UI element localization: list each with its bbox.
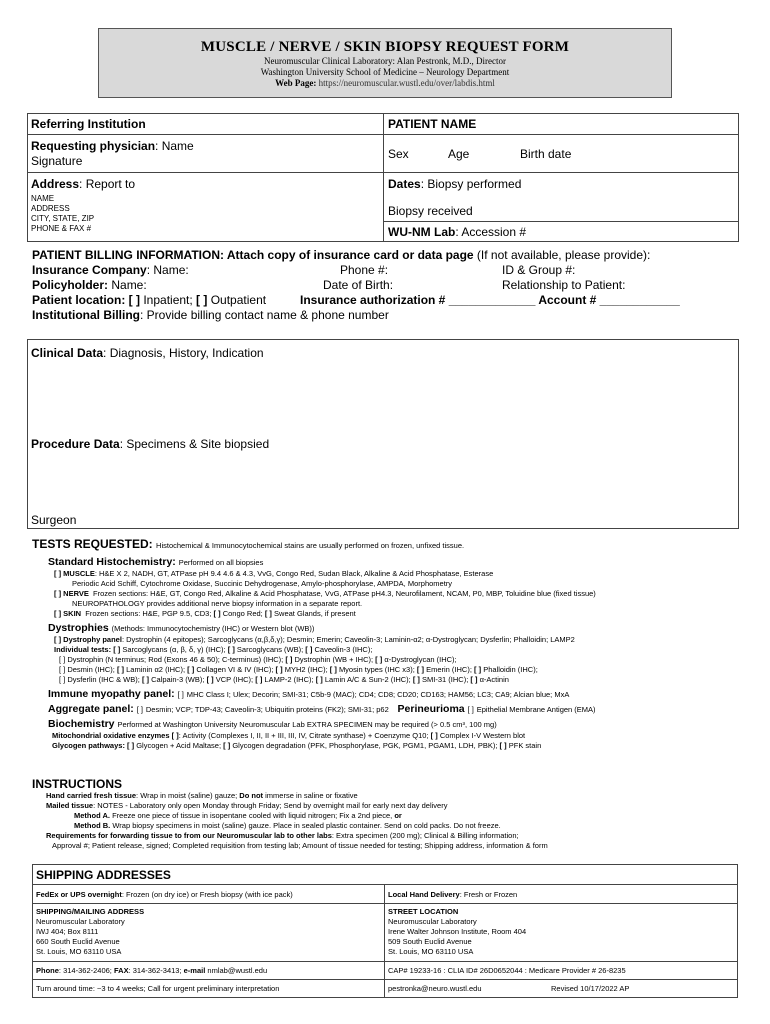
complex-western-label: Complex I-V Western blot (439, 731, 526, 740)
sarcoglycans-wb-label: Sarcoglycans (WB); (236, 645, 304, 654)
desmin-option[interactable]: [ ] Desmin (IHC); (59, 665, 115, 674)
date-of-birth-label: Date of Birth: (323, 278, 394, 292)
shipping-addresses-box (32, 864, 738, 998)
congo-red-label: Congo Red; (222, 609, 263, 618)
address-phone: PHONE & FAX # (31, 224, 92, 233)
individual-tests-label: Individual tests: (54, 645, 112, 654)
clinical-data-label: Clinical Data (31, 346, 104, 360)
street-location-title: STREET LOCATION (388, 907, 459, 916)
skin-checkbox[interactable]: [ ] SKIN (54, 609, 82, 618)
accession-field (388, 225, 526, 239)
nerve-checkbox[interactable]: [ ] NERVE (54, 589, 89, 598)
vcp-checkbox[interactable]: [ ] (206, 675, 214, 684)
dystrophy-panel-checkbox[interactable]: [ ] Dystrophy panel (54, 635, 122, 644)
dystrophies-title: Dystrophies (48, 622, 109, 634)
tests-requested-section (32, 537, 744, 751)
actinin-checkbox[interactable]: [ ] (470, 675, 478, 684)
billing-heading: PATIENT BILLING INFORMATION: Attach copy of insurance card or data page (32, 248, 474, 262)
muscle-stains: : H&E X 2, NADH, GT, ATPase pH 9.4 4.6 & 4.3, VvG, Congo Red, Sudan Black, Alkaline & Acid Phosphatase, Esterase (94, 569, 494, 578)
address-city: CITY, STATE, ZIP (31, 214, 95, 223)
sarcoglycans-wb-checkbox[interactable]: [ ] (227, 645, 235, 654)
referring-institution-label: Referring Institution (31, 117, 146, 131)
emerin-label: Emerin (IHC); (426, 665, 472, 674)
vcp-label: VCP (IHC); (215, 675, 254, 684)
standard-histochemistry-title: Standard Histochemistry: (48, 556, 176, 568)
hand-carried-text-2: immerse in saline or fixative (265, 791, 358, 800)
mailing-line-2: IWJ 404; Box 8111 (36, 927, 99, 936)
patient-name-label: PATIENT NAME (388, 117, 477, 131)
do-not-label: Do not (239, 791, 264, 800)
hand-carried-label: Hand carried fresh tissue (46, 791, 137, 800)
emerin-checkbox[interactable]: [ ] (416, 665, 424, 674)
instructions-section (32, 777, 744, 851)
patient-location-label: Patient location: [ ] (32, 293, 140, 307)
dates-label: Dates (388, 177, 421, 191)
myosin-checkbox[interactable]: [ ] (329, 665, 337, 674)
aggregate-panel-checkbox[interactable]: [ ] (136, 705, 143, 714)
mailing-line-3: 660 South Euclid Avenue (36, 937, 120, 946)
department-line: Washington University School of Medicine – Neurology Department (260, 67, 510, 77)
glycogen-degradation-label: Glycogen degradation (PFK, Phosphorylase, PGK, PGM1, PGAM1, LDH, PBK); (232, 741, 498, 750)
instructions-heading: INSTRUCTIONS (32, 777, 122, 791)
forwarding-text: : Extra specimen (200 mg); Clinical & Billing information; (331, 831, 519, 840)
street-line-2: Irene Walter Johnson Institute, Room 404 (388, 927, 527, 936)
surgeon-label[interactable]: Surgeon (31, 513, 77, 527)
address-name: NAME (31, 194, 55, 203)
email-address[interactable]: nmlab@wustl.edu (207, 966, 268, 975)
dystroglycan-label: α-Dystroglycan (IHC); (384, 655, 457, 664)
fedex-text: : Frozen (on dry ice) or Fresh biopsy (with ice pack) (121, 890, 293, 899)
phalloidin-checkbox[interactable]: [ ] (474, 665, 482, 674)
tests-heading: TESTS REQUESTED: (32, 537, 153, 551)
mailed-tissue-label: Mailed tissue (46, 801, 94, 810)
smi31-checkbox[interactable]: [ ] (412, 675, 420, 684)
clinical-data-note: : Diagnosis, History, Indication (103, 346, 264, 360)
relationship-label: Relationship to Patient: (502, 278, 626, 292)
mitochondrial-label: : Activity (Complexes I, II, II + III, III, IV, Citrate synthase) + Coenzyme Q10; (178, 731, 429, 740)
form-title: MUSCLE / NERVE / SKIN BIOPSY REQUEST FORM (200, 39, 570, 55)
aggregate-panel-title: Aggregate panel: (48, 703, 134, 715)
web-label: Web Page: (275, 78, 317, 88)
hand-carried-text: : Wrap in moist (saline) gauze; (136, 791, 238, 800)
report-to-label: : Report to (79, 177, 136, 191)
method-b-text: Wrap biopsy specimens in moist (saline) gauze. Place in sealed plastic container. Send on cold packs. Do not freeze. (112, 821, 501, 830)
caveolin-checkbox[interactable]: [ ] (305, 645, 313, 654)
fedex-label: FedEx or UPS overnight (36, 890, 122, 899)
complex-western-checkbox[interactable]: [ ] (430, 731, 438, 740)
smi31-label: SMI-31 (IHC); (422, 675, 469, 684)
billing-heading-note: (If not available, please provide): (473, 248, 651, 262)
wunm-label: WU-NM Lab (388, 225, 456, 239)
institutional-billing-label: Institutional Billing (32, 308, 140, 322)
insurance-auth-label: Insurance authorization # _____________ Account # ____________ (300, 293, 680, 307)
biochemistry-title: Biochemistry (48, 718, 115, 730)
email-label: e-mail (183, 966, 206, 975)
web-url[interactable]: https://neuromuscular.wustl.edu/over/labdis.html (318, 78, 495, 88)
birth-date-label: Birth date (520, 147, 572, 161)
phone-label: Phone (36, 966, 59, 975)
laminin-checkbox[interactable]: [ ] (116, 665, 125, 674)
sweat-glands-checkbox[interactable]: [ ] (264, 609, 272, 618)
method-or-label: or (394, 811, 402, 820)
patient-info-table (27, 113, 739, 242)
perineurioma-title: Perineurioma (397, 703, 465, 715)
method-a-text: Freeze one piece of tissue in isopentane cooled with liquid nitrogen; Fix a 2nd piece, (112, 811, 393, 820)
clinical-data-field[interactable] (31, 346, 264, 360)
dystrophin-ihc-option[interactable]: [ ] Dystrophin (N terminus; Rod (Exons 46 & 50); C-terminus) (IHC); (59, 655, 284, 664)
standard-histochemistry-note: Performed on all biopsies (178, 558, 264, 567)
insurance-name-label: : Name: (146, 263, 189, 277)
skin-stains: Frozen sections: H&E, PGP 9.5, CD3; (85, 609, 212, 618)
method-a-label: Method A. (74, 811, 110, 820)
calpain-checkbox[interactable]: [ ] (141, 675, 150, 684)
mailing-address-title: SHIPPING/MAILING ADDRESS (36, 907, 145, 916)
shipping-heading: SHIPPING ADDRESSES (33, 865, 737, 885)
insurance-company-label: Insurance Company (32, 263, 147, 277)
lamp2-label: LAMP-2 (IHC); (264, 675, 314, 684)
lamp2-checkbox[interactable]: [ ] (255, 675, 263, 684)
procedure-data-note: : Specimens & Site biopsied (119, 437, 270, 451)
mailing-address (36, 907, 144, 957)
dates-field (388, 177, 521, 191)
local-delivery-label: Local Hand Delivery (388, 890, 460, 899)
insurance-phone-label: Phone #: (340, 263, 389, 277)
sex-label: Sex (388, 147, 409, 161)
biopsy-received-label: Biopsy received (388, 204, 473, 218)
sarcoglycans-ihc-label: Sarcoglycans (α, β, δ, γ) (IHC); (122, 645, 226, 654)
mailed-tissue-text: : NOTES - Laboratory only open Monday through Friday; Send by overnight mail for early next day delivery (93, 801, 448, 810)
institutional-billing-note: : Provide billing contact name & phone number (140, 308, 389, 322)
turnaround-time: Turn around time: ~3 to 4 weeks; Call for urgent preliminary interpretation (36, 984, 280, 993)
dystrophies-note: (Methods: Immunocytochemistry (IHC) or Western blot (WB)) (111, 624, 315, 633)
inpatient-option[interactable]: Inpatient; (140, 293, 197, 307)
outpatient-checkbox[interactable]: [ ] (196, 293, 208, 307)
mailing-line-4: St. Louis, MO 63110 USA (36, 947, 122, 956)
actinin-label: α-Actinin (479, 675, 509, 684)
glycogen-pathways-label: Glycogen pathways (52, 741, 123, 750)
street-location (388, 907, 526, 957)
aggregate-panel-list: Desmin; VCP; TDP-43; Caveolin-3; Ubiquitin proteins (FK2); SMI-31; p62 (145, 705, 389, 714)
street-line-1: Neuromuscular Laboratory (388, 917, 477, 926)
dysferlin-option[interactable]: [ ] Dysferlin (IHC & WB); (59, 675, 140, 684)
phalloidin-label: Phalloidin (IHC); (483, 665, 538, 674)
myosin-label: Myosin types (IHC x3); (338, 665, 415, 674)
address-label: Address (31, 177, 80, 191)
calpain-label: Calpain-3 (WB); (151, 675, 205, 684)
lab-director-line: Neuromuscular Clinical Laboratory: Alan Pestronk, M.D., Director (264, 56, 506, 66)
perineurioma-label: Epithelial Membrane Antigen (EMA) (476, 705, 596, 714)
perineurioma-checkbox[interactable]: [ ] (467, 705, 474, 714)
outpatient-option[interactable]: Outpatient (207, 293, 267, 307)
requesting-physician (31, 139, 194, 153)
myh2-label: MYH2 (IHC); (284, 665, 328, 674)
address-field (31, 177, 135, 191)
mitochondrial-checkbox[interactable]: Mitochondrial oxidative enzymes [ ] (52, 731, 179, 740)
congo-red-checkbox[interactable]: [ ] (213, 609, 221, 618)
billing-section (32, 248, 738, 323)
pfk-checkbox[interactable]: [ ] (499, 741, 507, 750)
address-address: ADDRESS (31, 204, 70, 213)
street-line-3: 509 South Euclid Avenue (388, 937, 472, 946)
biopsy-performed-label: : Biopsy performed (420, 177, 522, 191)
contact-email[interactable]: pestronkа@neuro.wustl.edu (388, 984, 482, 993)
policyholder-label: Policyholder: (32, 278, 109, 292)
glycogen-degradation-checkbox[interactable]: [ ] (223, 741, 231, 750)
dystrophy-panel-list: : Dystrophin (4 epitopes); Sarcoglycans (α,β,δ,γ); Desmin; Emerin; Caveolin-3; Laminin-α2; α-Dystroglycan; Dysferlin; Phalloidin; LAMP2 (121, 635, 575, 644)
glycogen-maltase-checkbox[interactable]: : [ ] (122, 741, 135, 750)
signature-label: Signature (31, 154, 83, 168)
procedure-data-label: Procedure Data (31, 437, 120, 451)
laminin-label: Laminin α2 (IHC); (126, 665, 186, 674)
myh2-checkbox[interactable]: [ ] (275, 665, 283, 674)
age-label: Age (448, 147, 470, 161)
policyholder-name-label: Name: (108, 278, 147, 292)
dystrophin-wb-checkbox[interactable]: [ ] (285, 655, 293, 664)
dystroglycan-checkbox[interactable]: [ ] (375, 655, 383, 664)
fax-label: FAX (113, 966, 129, 975)
biochemistry-note: Performed at Washington University Neuromuscular Lab EXTRA SPECIMEN may be required (> 0.5 cm³, 100 mg) (117, 720, 497, 729)
revised-date: Revised 10/17/2022 AP (551, 984, 630, 993)
requesting-physician-label: Requesting physician (31, 139, 156, 153)
collagen-label: Collagen VI & IV (IHC); (196, 665, 274, 674)
accession-label: : Accession # (455, 225, 527, 239)
muscle-stains-2: Periodic Acid Schiff, Cytochrome Oxidase, Succinic Dehydrogenase, Amylo-phosphorylase, AMPDA, Morphometry (72, 579, 453, 588)
street-line-4: St. Louis, MO 63110 USA (388, 947, 474, 956)
method-b-label: Method B. (74, 821, 111, 830)
forwarding-label: Requirements for forwarding tissue to from our Neuromuscular lab to other labs (46, 831, 332, 840)
mailing-line-1: Neuromuscular Laboratory (36, 917, 125, 926)
nerve-stains-2: NEUROPATHOLOGY provides additional nerve biopsy information in a separate report. (72, 599, 363, 608)
dystrophin-wb-label: Dystrophin (WB + IHC); (294, 655, 374, 664)
sweat-glands-label: Sweat Glands, if present (274, 609, 356, 618)
web-page-line (99, 78, 671, 89)
muscle-checkbox[interactable]: [ ] MUSCLE (54, 569, 95, 578)
forwarding-text-2: Approval #; Patient release, signed; Completed requisition from testing lab; Amount of tissue needed for testing; Shipping address, information & form (52, 841, 548, 850)
form-header (98, 28, 672, 98)
procedure-data-field[interactable] (31, 437, 269, 451)
local-delivery-text: : Fresh or Frozen (459, 890, 518, 899)
collagen-checkbox[interactable]: [ ] (187, 665, 195, 674)
lamin-checkbox[interactable]: [ ] (315, 675, 323, 684)
fax-number: : 314-362-3413; (128, 966, 182, 975)
caveolin-label: Caveolin-3 (IHC); (314, 645, 373, 654)
lamin-label: Lamin A/C & Sun-2 (IHC); (324, 675, 411, 684)
clinical-data-box (27, 339, 739, 529)
cap-clia-info: CAP# 19233-16 : CLIA ID# 26D0652044 : Medicare Provider # 26-8235 (388, 966, 626, 975)
id-group-label: ID & Group #: (502, 263, 576, 277)
nerve-stains: Frozen sections: H&E, GT, Congo Red, Alkaline & Acid Phosphatase, VvG, ATPase pH4.3, Neurofilament, NCAM, P0, MBP, Toluidine blue (fixed tissue) (93, 589, 596, 598)
pfk-label: PFK stain (508, 741, 542, 750)
sarcoglycans-ihc-checkbox[interactable]: [ ] (113, 645, 121, 654)
requesting-physician-name: : Name (155, 139, 194, 153)
immune-panel-title: Immune myopathy panel: (48, 688, 175, 700)
glycogen-maltase-label: Glycogen + Acid Maltase; (136, 741, 222, 750)
immune-panel-checkbox[interactable]: [ ] (177, 690, 184, 699)
tests-heading-note: Histochemical & Immunocytochemical stains are usually performed on frozen, unfixed tissue. (156, 541, 465, 550)
phone-number: : 314-362-2406; (58, 966, 112, 975)
immune-panel-list: MHC Class I; Ulex; Decorin; SMI-31; C5b-9 (MAC); CD4; CD8; CD20; CD163; HAM56; LC3; CA9; Alcian blue; MxA (186, 690, 570, 699)
